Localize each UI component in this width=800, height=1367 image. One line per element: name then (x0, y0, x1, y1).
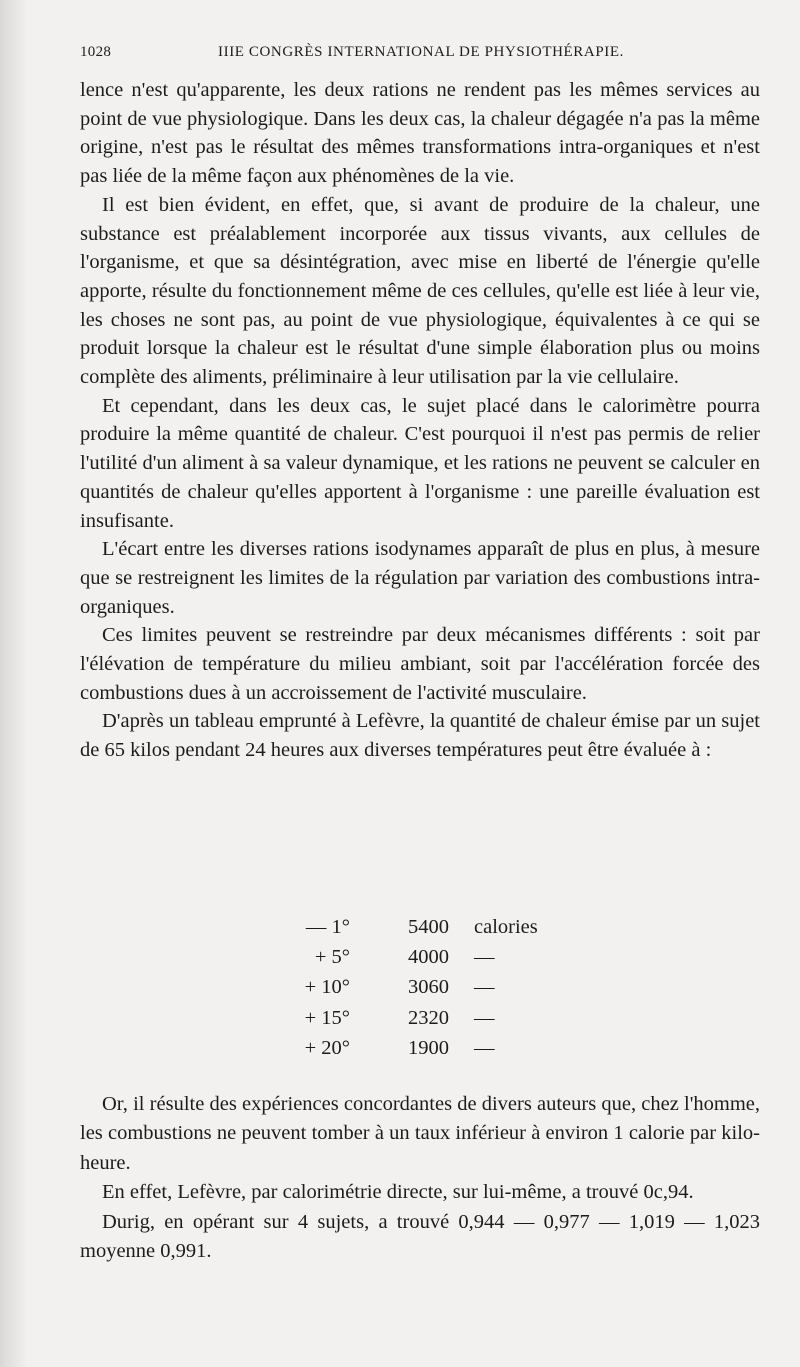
calorie-value-cell: 3060 (408, 976, 449, 999)
paragraph: Il est bien évident, en effet, que, si avant de produire de la chaleur, une substance est préalablement incorporée aux tissus vivants, aux cellules de l'organisme, et que sa désintégration, avec mise en liberté de l'énergie qu'elle apporte, résulte du fonctionnement même de ces cellules, qu'elle est liée à leur vie, les choses ne sont pas, au point de vue physiologique, équivalentes à ce qui se produit lorsque la chaleur est le résultat d'une simple élaboration plus ou moins complète des aliments, préliminaire à leur utilisation par la vie cellulaire. (80, 193, 760, 389)
table-row (280, 1003, 580, 1033)
paragraph: En effet, Lefèvre, par calorimétrie directe, sur lui-même, a trouvé 0c,94. (102, 1181, 694, 1204)
closing-text (80, 1090, 760, 1266)
scan-edge-shadow (0, 0, 28, 1367)
paragraph: Ces limites peuvent se restreindre par deux mécanismes différents : soit par l'élévation de température du milieu ambiant, soit par l'accélération forcée des combustions dues à un accroissement de l'activité musculaire. (80, 624, 760, 704)
paragraph-continuation: lence n'est qu'apparente, les deux rations ne rendent pas les mêmes services au point de vue physiologique. Dans les deux cas, la chaleur dégagée n'a pas la même origine, n'est pas le résultat des mêmes transformations intra-organiques et n'est pas liée de la même façon aux phénomènes de la vie. (80, 79, 760, 188)
temperature-cell: + 20° (304, 1036, 350, 1059)
calorie-value-cell: 2320 (408, 1006, 449, 1029)
temperature-cell: + 10° (304, 976, 350, 999)
temperature-cell: — 1° (305, 916, 350, 938)
calorie-value-cell: 4000 (408, 946, 449, 969)
temperature-cell: + 15° (304, 1006, 350, 1029)
calorie-value-cell: 1900 (408, 1036, 449, 1059)
temperature-cell: + 5° (314, 946, 350, 969)
page-number: 1028 (80, 44, 112, 60)
unit-cell: — (474, 946, 495, 969)
table-row (280, 942, 580, 972)
temperature-heat-table (280, 912, 580, 1063)
table-row (280, 912, 580, 942)
running-title: IIIE CONGRÈS INTERNATIONAL DE PHYSIOTHÉRAPIE. (218, 44, 624, 60)
unit-cell: — (474, 976, 495, 999)
unit-cell: — (474, 1036, 495, 1059)
unit-cell: calories (474, 916, 538, 938)
unit-cell: — (474, 1006, 495, 1029)
table-row (280, 1033, 580, 1063)
paragraph: Or, il résulte des expériences concordantes de divers auteurs que, chez l'homme, les combustions ne peuvent tomber à un taux inférieur à environ 1 calorie par kilo-heure. (80, 1093, 760, 1174)
paragraph: L'écart entre les diverses rations isodynames apparaît de plus en plus, à mesure que se restreignent les limites de la régulation par variation des combustions intra-organiques. (80, 538, 760, 618)
body-text (80, 76, 760, 765)
table-row (280, 972, 580, 1002)
paragraph: D'après un tableau emprunté à Lefèvre, la quantité de chaleur émise par un sujet de 65 kilos pendant 24 heures aux diverses températures peut être évaluée à : (80, 710, 760, 762)
calorie-value-cell: 5400 (408, 916, 449, 938)
paragraph: Durig, en opérant sur 4 sujets, a trouvé 0,944 — 0,977 — 1,019 — 1,023 moyenne 0,991. (80, 1210, 760, 1263)
paragraph: Et cependant, dans les deux cas, le sujet placé dans le calorimètre pourra produire la même quantité de chaleur. C'est pourquoi il n'est pas permis de relier l'utilité d'un aliment à sa valeur dynamique, et les rations ne peuvent se calculer en quantités de chaleur qu'elles apportent à l'organisme : une pareille évaluation est insufisante. (80, 394, 760, 532)
